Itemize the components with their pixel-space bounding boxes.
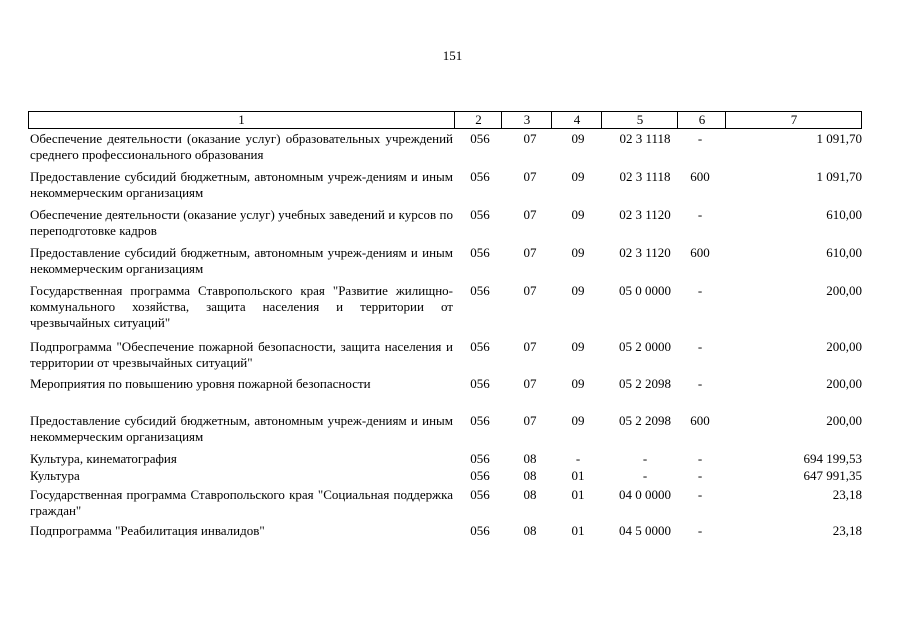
row-amount: 23,18 (832, 523, 862, 538)
row-code: 056 (470, 339, 490, 354)
column-header-1: 1 (238, 112, 245, 127)
row-section: 08 (523, 523, 537, 538)
row-expense-type: - (697, 131, 703, 146)
row-expense-type: - (697, 283, 703, 298)
table-header (28, 111, 862, 129)
row-target-article: 05 2 0000 (619, 339, 671, 354)
row-section: 07 (523, 376, 537, 391)
row-subsection: 09 (571, 207, 585, 222)
row-section: 07 (523, 245, 537, 260)
row-target-article: - (642, 451, 648, 466)
row-code: 056 (470, 487, 490, 502)
row-target-article: 05 0 0000 (619, 283, 671, 298)
column-header-3: 3 (501, 112, 552, 128)
row-target-article: 05 2 2098 (619, 413, 671, 428)
row-code: 056 (470, 207, 490, 222)
row-name: Государственная программа Ставропольского края "Развитие жилищно-коммунального хозяйства, защита населения и территории от чрезвычайных ситуаций" (30, 283, 453, 330)
row-subsection: 01 (571, 468, 585, 483)
row-subsection: 09 (571, 283, 585, 298)
row-section: 07 (523, 339, 537, 354)
row-amount: 647 991,35 (803, 468, 862, 483)
row-amount: 200,00 (826, 339, 862, 354)
row-expense-type: - (697, 339, 703, 354)
row-code: 056 (470, 283, 490, 298)
row-expense-type: - (697, 451, 703, 466)
column-header-4: 4 (551, 112, 602, 128)
column-header-7: 7 (725, 112, 862, 128)
row-code: 056 (470, 413, 490, 428)
row-amount: 200,00 (826, 413, 862, 428)
row-section: 08 (523, 487, 537, 502)
row-code: 056 (470, 245, 490, 260)
row-amount: 610,00 (826, 207, 862, 222)
row-name: Культура, кинематография (30, 451, 177, 466)
row-code: 056 (470, 169, 490, 184)
row-section: 08 (523, 468, 537, 483)
row-subsection: 09 (571, 131, 585, 146)
row-subsection: 09 (571, 413, 585, 428)
row-target-article: 02 3 1120 (619, 245, 671, 260)
row-amount: 200,00 (826, 283, 862, 298)
row-code: 056 (470, 523, 490, 538)
row-subsection: 09 (571, 376, 585, 391)
row-target-article: 04 5 0000 (619, 523, 671, 538)
row-amount: 1 091,70 (816, 169, 862, 184)
row-name: Предоставление субсидий бюджетным, автономным учреж-дениям и иным некоммерческим организациям (30, 413, 453, 444)
column-header-6: 6 (677, 112, 726, 128)
row-target-article: 04 0 0000 (619, 487, 671, 502)
row-name: Предоставление субсидий бюджетным, автономным учреж-дениям и иным некоммерческим организациям (30, 169, 453, 200)
row-target-article: 02 3 1118 (619, 169, 671, 184)
row-target-article: 05 2 2098 (619, 376, 671, 391)
row-section: 07 (523, 131, 537, 146)
row-amount: 610,00 (826, 245, 862, 260)
row-section: 07 (523, 413, 537, 428)
row-name: Мероприятия по повышению уровня пожарной безопасности (30, 376, 371, 391)
row-name: Культура (30, 468, 80, 483)
row-section: 07 (523, 169, 537, 184)
row-subsection: 01 (571, 487, 585, 502)
column-header-5: 5 (601, 112, 678, 128)
row-name: Подпрограмма "Реабилитация инвалидов" (30, 523, 265, 538)
row-code: 056 (470, 131, 490, 146)
page-number: 151 (442, 48, 463, 63)
row-name: Подпрограмма "Обеспечение пожарной безопасности, защита населения и территории от чрезвычайных ситуаций" (30, 339, 453, 370)
row-expense-type: 600 (690, 413, 710, 428)
row-subsection: 09 (571, 339, 585, 354)
row-name: Предоставление субсидий бюджетным, автономным учреж-дениям и иным некоммерческим организациям (30, 245, 453, 276)
row-subsection: 09 (571, 245, 585, 260)
row-expense-type: - (697, 376, 703, 391)
row-expense-type: - (697, 523, 703, 538)
row-expense-type: 600 (690, 169, 710, 184)
row-code: 056 (470, 451, 490, 466)
row-name: Обеспечение деятельности (оказание услуг) учебных заведений и курсов по переподготовке кадров (30, 207, 453, 238)
row-code: 056 (470, 376, 490, 391)
row-subsection: 09 (571, 169, 585, 184)
row-section: 07 (523, 207, 537, 222)
row-subsection: - (575, 451, 581, 466)
row-subsection: 01 (571, 523, 585, 538)
row-expense-type: - (697, 468, 703, 483)
row-target-article: 02 3 1118 (619, 131, 671, 146)
row-amount: 200,00 (826, 376, 862, 391)
row-section: 08 (523, 451, 537, 466)
row-amount: 1 091,70 (816, 131, 862, 146)
row-expense-type: 600 (690, 245, 710, 260)
row-expense-type: - (697, 487, 703, 502)
row-target-article: - (642, 468, 648, 483)
row-name: Обеспечение деятельности (оказание услуг) образовательных учреждений среднего профессионального образования (30, 131, 453, 162)
column-header-2: 2 (454, 112, 502, 128)
row-code: 056 (470, 468, 490, 483)
row-section: 07 (523, 283, 537, 298)
row-amount: 23,18 (832, 487, 862, 502)
row-expense-type: - (697, 207, 703, 222)
row-target-article: 02 3 1120 (619, 207, 671, 222)
row-amount: 694 199,53 (803, 451, 862, 466)
row-name: Государственная программа Ставропольского края "Социальная поддержка граждан" (30, 487, 453, 518)
